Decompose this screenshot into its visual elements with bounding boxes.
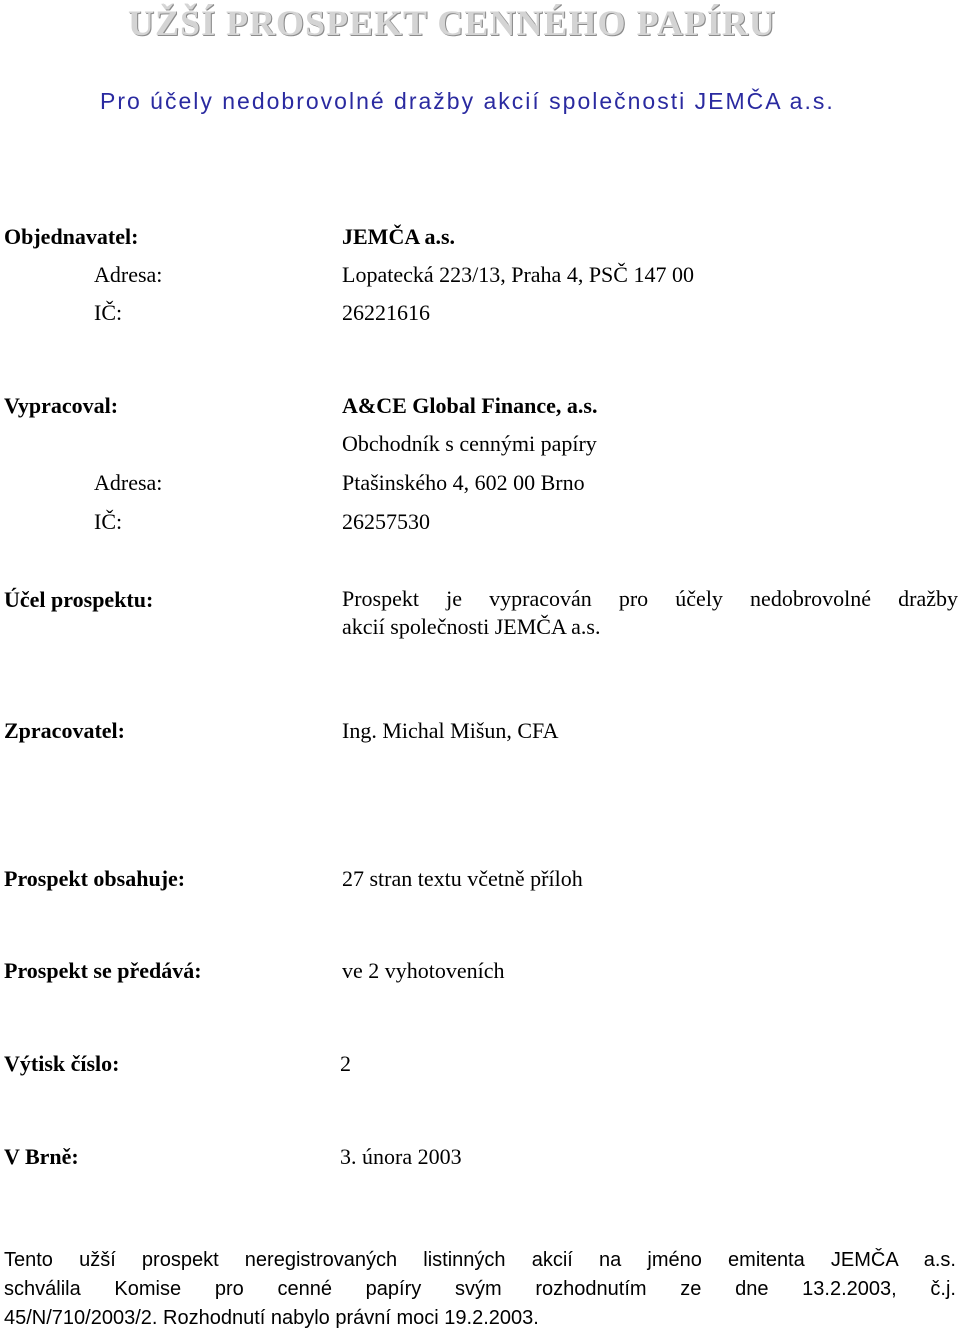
objednavatel-label: Objednavatel: (4, 224, 139, 249)
datum-value: 3. února 2003 (340, 1144, 462, 1169)
vypracoval-address-label: Adresa: (94, 470, 163, 495)
document-title: UŽŠÍ PROSPEKT CENNÉHO PAPÍRU (128, 3, 776, 43)
vytisk-label: Výtisk číslo: (4, 1051, 120, 1076)
obsahuje-label: Prospekt obsahuje: (4, 866, 186, 891)
predava-label: Prospekt se předává: (4, 958, 202, 983)
approval-note-line-1: Tento užší prospekt neregistrovaných listinných akcií na jméno emitenta JEMČA a.s. (4, 1249, 956, 1271)
objednavatel-address-label: Adresa: (94, 262, 163, 287)
obsahuje-value: 27 stran textu včetně příloh (342, 866, 583, 891)
predava-value: ve 2 vyhotoveních (342, 958, 505, 983)
document-subtitle: Pro účely nedobrovolné dražby akcií společnosti JEMČA a.s. (100, 88, 835, 114)
ucel-label: Účel prospektu: (4, 587, 154, 612)
ucel-line-1: Prospekt je vypracován pro účely nedobrovolné dražby (342, 586, 958, 611)
zpracovatel-value: Ing. Michal Mišun, CFA (342, 718, 559, 743)
approval-note-line-3: 45/N/710/2003/2. Rozhodnutí nabylo právní moci 19.2.2003. (4, 1307, 539, 1329)
vypracoval-name: A&CE Global Finance, a.s. (342, 393, 598, 418)
ucel-line-2: akcií společnosti JEMČA a.s. (342, 614, 601, 639)
approval-note-line-2: schválila Komise pro cenné papíry svým rozhodnutím ze dne 13.2.2003, č.j. (4, 1278, 956, 1300)
ucel-text (342, 585, 958, 641)
vytisk-value: 2 (340, 1051, 351, 1076)
vypracoval-label: Vypracoval: (4, 393, 119, 418)
vypracoval-ic-label: IČ: (94, 509, 123, 534)
objednavatel-address: Lopatecká 223/13, Praha 4, PSČ 147 00 (342, 262, 694, 287)
objednavatel-ic: 26221616 (342, 300, 430, 325)
vypracoval-address: Ptašinského 4, 602 00 Brno (342, 470, 585, 495)
objednavatel-ic-label: IČ: (94, 300, 123, 325)
misto-label: V Brně: (4, 1144, 79, 1169)
zpracovatel-label: Zpracovatel: (4, 718, 125, 743)
objednavatel-name: JEMČA a.s. (342, 224, 456, 249)
vypracoval-description: Obchodník s cennými papíry (342, 431, 597, 456)
approval-note (4, 1246, 956, 1333)
vypracoval-ic: 26257530 (342, 509, 430, 534)
